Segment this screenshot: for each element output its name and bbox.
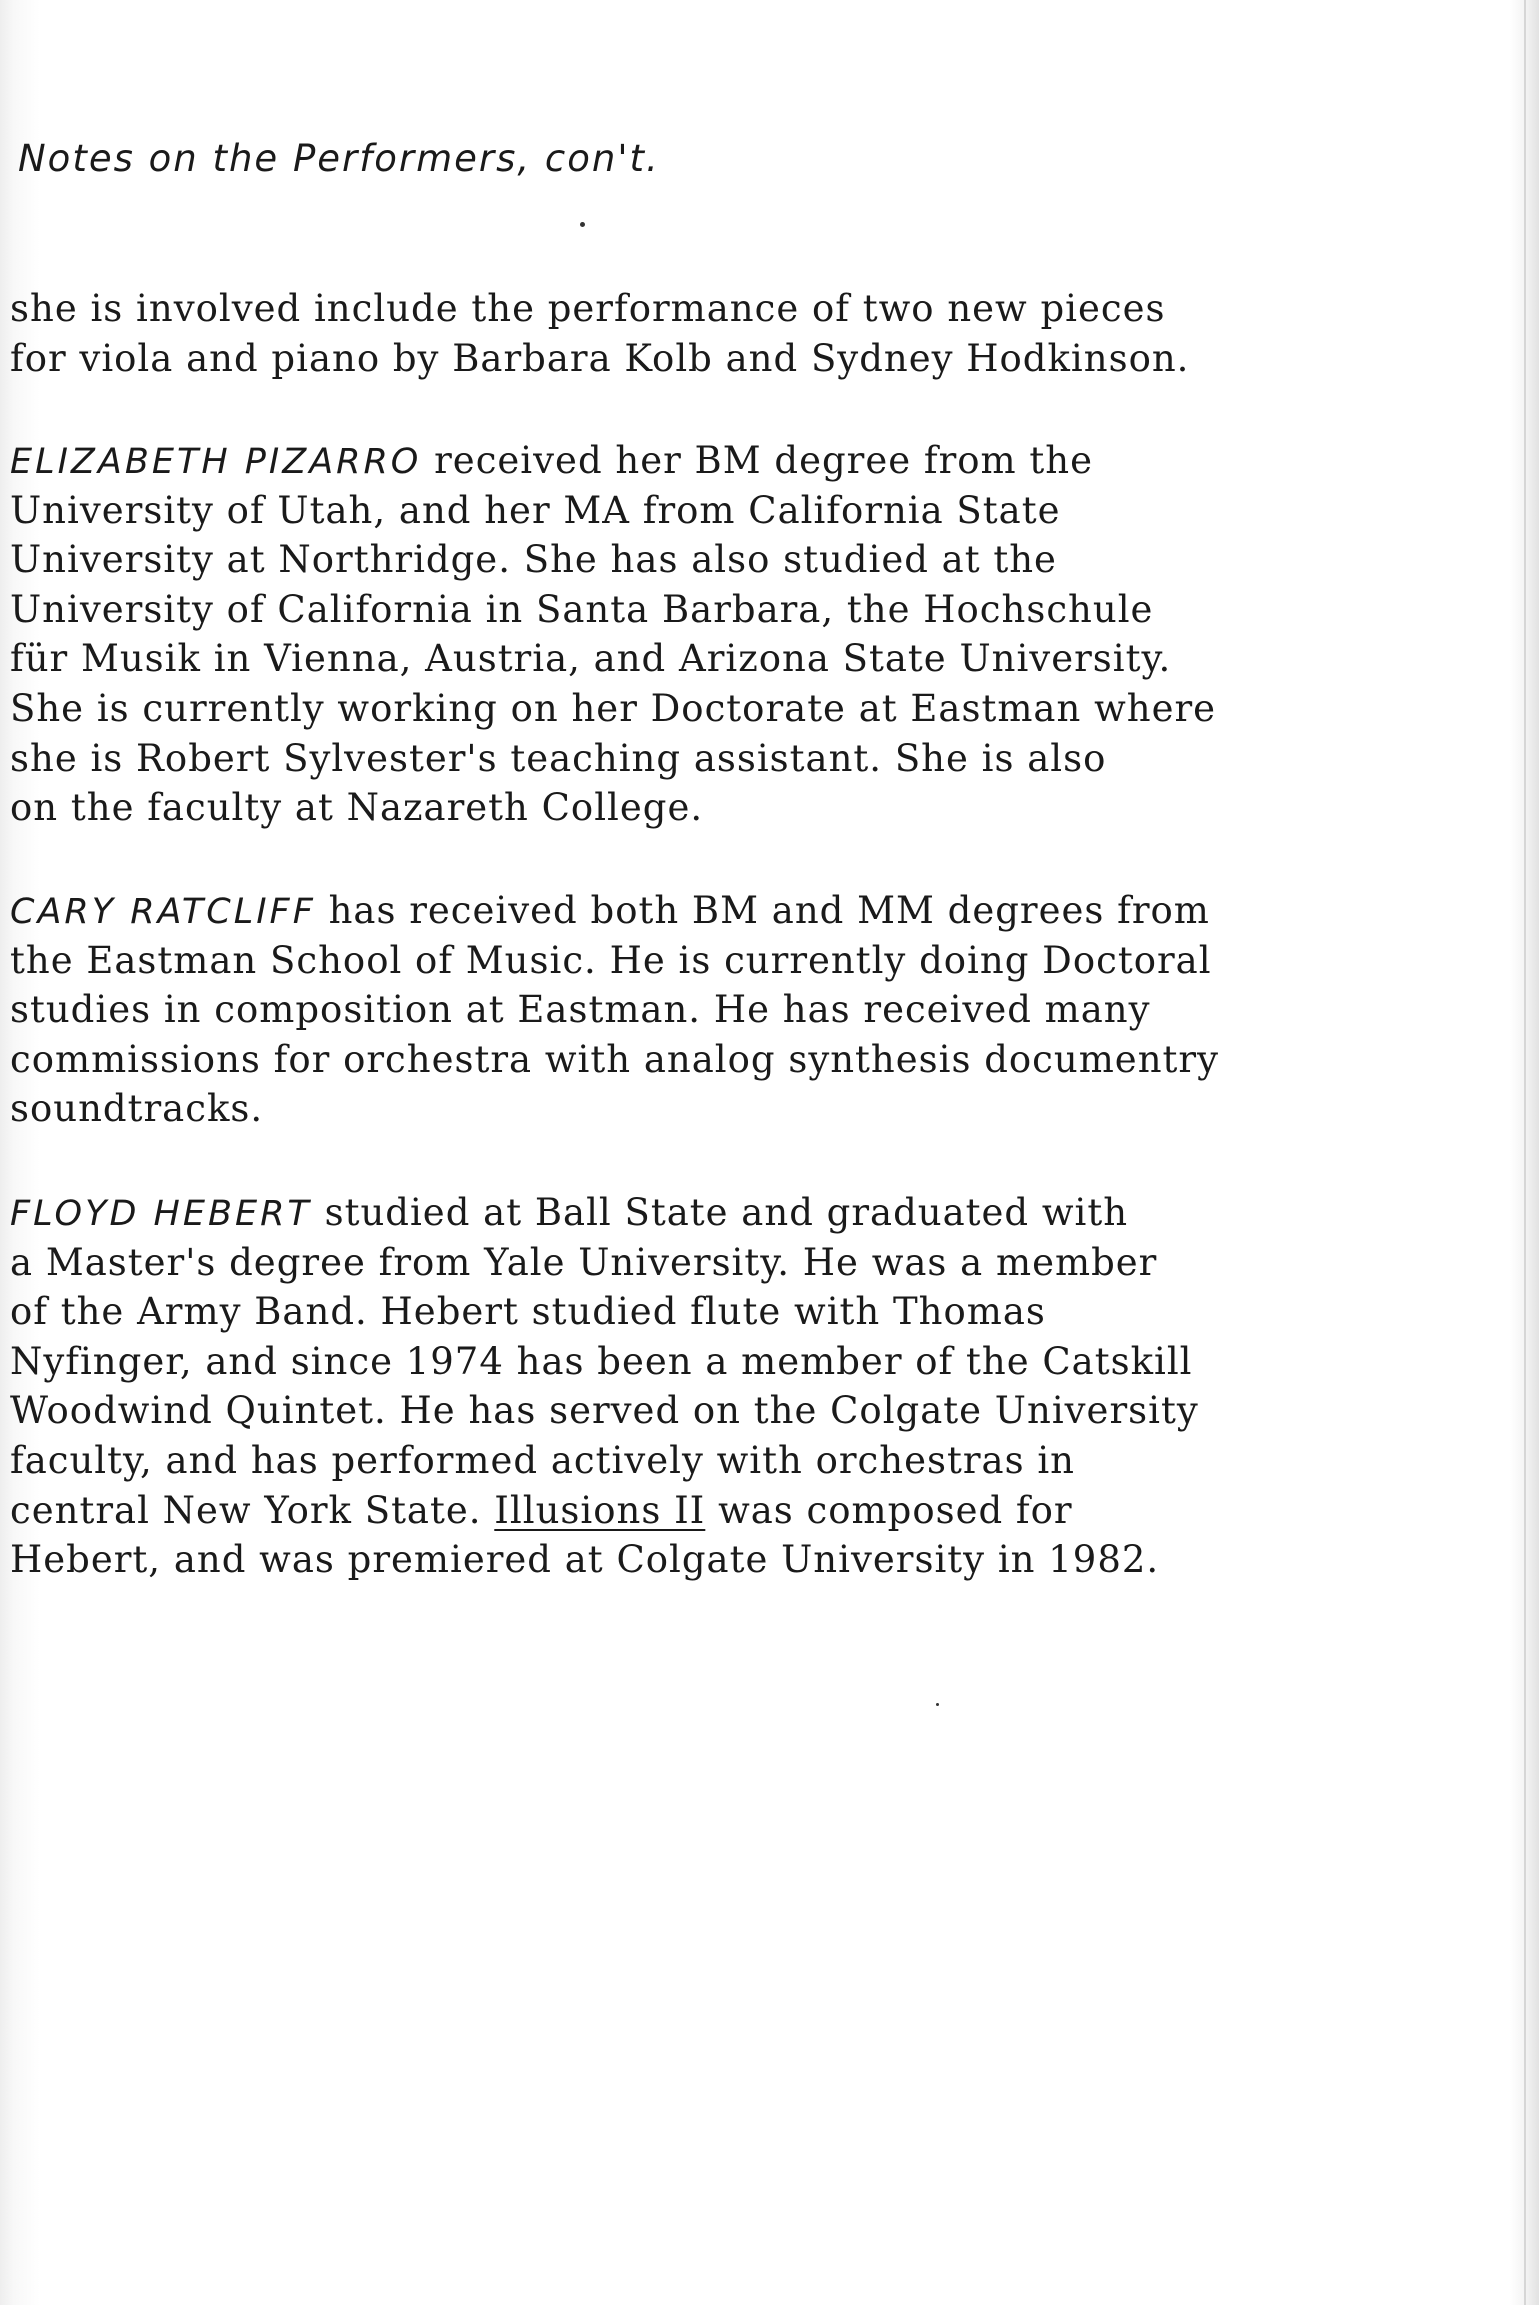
text-fragment: received her BM degree from the xyxy=(421,439,1094,482)
paragraph-cary-ratcliff xyxy=(10,886,1219,1134)
text-line: Woodwind Quintet. He has served on the Colgate University xyxy=(10,1389,1199,1433)
paragraph-elizabeth-pizarro xyxy=(10,436,1216,833)
text-line: the Eastman School of Music. He is currently doing Doctoral xyxy=(10,938,1212,982)
text-line: University of Utah, and her MA from California State xyxy=(10,488,1061,532)
text-line: für Musik in Vienna, Austria, and Arizona State University. xyxy=(10,637,1172,681)
text-line: studies in composition at Eastman. He has received many xyxy=(10,988,1151,1032)
text-line: She is currently working on her Doctorate at Eastman where xyxy=(10,686,1217,730)
text-line: for viola and piano by Barbara Kolb and Sydney Hodkinson. xyxy=(10,336,1190,380)
text-line: a Master's degree from Yale University. He was a member xyxy=(10,1240,1158,1284)
ink-speck xyxy=(936,1703,939,1706)
text-line: University of California in Santa Barbara, the Hochschule xyxy=(10,587,1154,631)
text-line xyxy=(10,1486,1199,1536)
text-fragment: has received both BM and MM degrees from xyxy=(315,889,1210,932)
text-line: University at Northridge. She has also studied at the xyxy=(10,538,1057,582)
text-line: Nyfinger, and since 1974 has been a member of the Catskill xyxy=(10,1339,1193,1383)
text-fragment: central New York State. xyxy=(10,1488,495,1532)
text-line: commissions for orchestra with analog synthesis documentry xyxy=(10,1037,1219,1081)
paragraph-continued xyxy=(10,284,1189,383)
text-fragment: studied at Ball State and graduated with xyxy=(311,1191,1129,1234)
text-line xyxy=(10,886,1219,936)
text-line: on the faculty at Nazareth College. xyxy=(10,786,704,830)
ink-speck xyxy=(580,222,585,227)
paragraph-floyd-hebert xyxy=(10,1188,1199,1585)
text-line xyxy=(10,1188,1199,1238)
performer-name: CARY RATCLIFF xyxy=(10,892,316,932)
text-fragment: was composed for xyxy=(705,1488,1073,1532)
text-line: of the Army Band. Hebert studied flute with Thomas xyxy=(10,1290,1046,1334)
text-line xyxy=(10,436,1216,486)
page-heading: Notes on the Performers, con't. xyxy=(18,137,660,180)
text-line: she is involved include the performance of two new pieces xyxy=(10,287,1166,330)
performer-name: ELIZABETH PIZARRO xyxy=(10,442,422,482)
text-line: faculty, and has performed actively with orchestras in xyxy=(10,1438,1076,1482)
text-line: Hebert, and was premiered at Colgate University in 1982. xyxy=(10,1538,1160,1582)
page-edge xyxy=(1524,0,1526,2305)
work-title: Illusions II xyxy=(494,1488,706,1532)
text-line: soundtracks. xyxy=(10,1087,264,1131)
text-line: she is Robert Sylvester's teaching assistant. She is also xyxy=(10,736,1107,780)
performer-name: FLOYD HEBERT xyxy=(10,1194,312,1234)
